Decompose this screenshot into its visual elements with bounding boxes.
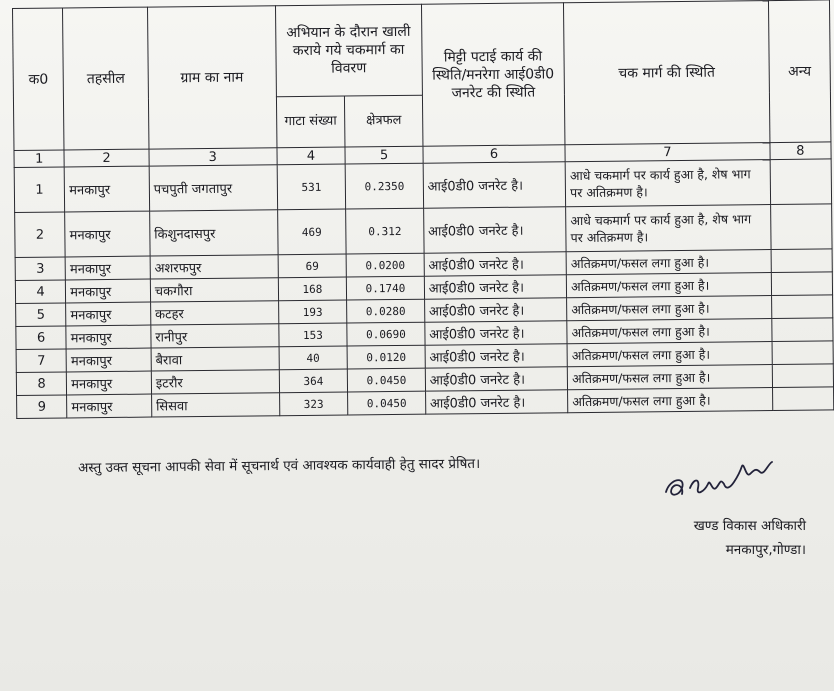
cell-serial: 6 [16, 326, 66, 350]
header-area: क्षेत्रफल [345, 95, 423, 147]
cell-gata: 193 [278, 300, 347, 324]
cell-gata: 531 [277, 164, 346, 210]
signature [660, 448, 780, 508]
header-village: ग्राम का नाम [147, 6, 276, 149]
cell-serial: 7 [16, 349, 66, 373]
cell-chak-status: आधे चकमार्ग पर कार्य हुआ है, शेष भाग पर अतिक्रमण है। [565, 160, 770, 207]
cell-area: 0.0120 [347, 345, 425, 369]
cell-serial: 1 [14, 167, 65, 213]
cell-tehsil: मनकापुर [64, 166, 149, 212]
cell-area: 0.312 [346, 208, 424, 254]
column-number: 8 [770, 142, 831, 160]
cell-village: चकगौरा [150, 278, 278, 302]
cell-area: 0.0690 [347, 322, 425, 346]
cell-other [772, 387, 834, 411]
cell-area: 0.0450 [348, 391, 426, 415]
cell-serial: 9 [17, 395, 67, 419]
cell-village: अशरफपुर [150, 255, 278, 279]
cell-tehsil: मनकापुर [66, 279, 151, 303]
chakmarg-status-table [12, 0, 834, 419]
cell-area: 0.0200 [346, 253, 424, 277]
cell-id-status: आई0डी0 जनरेट है। [424, 252, 567, 276]
cell-tehsil: मनकापुर [65, 211, 150, 257]
column-number: 3 [149, 148, 277, 166]
cell-chak-status: अतिक्रमण/फसल लगा हुआ है। [566, 273, 771, 298]
column-number: 5 [345, 146, 423, 164]
cell-id-status: आई0डी0 जनरेट है। [425, 321, 568, 345]
cell-id-status: आई0डी0 जनरेट है। [424, 275, 567, 299]
cell-serial: 5 [16, 303, 66, 327]
officer-block [606, 514, 806, 562]
cell-area: 0.1740 [347, 276, 425, 300]
column-number: 7 [565, 143, 770, 162]
cell-chak-status: अतिक्रमण/फसल लगा हुआ है। [566, 250, 771, 275]
officer-place: मनकापुर,गोण्डा। [725, 542, 806, 558]
cell-tehsil: मनकापुर [65, 256, 150, 280]
cell-village: पचपुती जगतापुर [149, 165, 277, 211]
header-chak-status: चक मार्ग की स्थिति [564, 1, 770, 145]
header-tehsil: तहसील [63, 7, 149, 150]
cell-id-status: आई0डी0 जनरेट है। [425, 390, 568, 414]
cell-chak-status: अतिक्रमण/फसल लगा हुआ है। [568, 388, 773, 413]
cell-other [770, 204, 832, 250]
cell-gata: 40 [279, 346, 348, 370]
cell-gata: 323 [279, 392, 348, 416]
header-serial: क0 [13, 8, 65, 151]
cell-serial: 8 [16, 372, 66, 396]
cell-chak-status: आधे चकमार्ग पर कार्य हुआ है, शेष भाग पर अतिक्रमण है। [566, 205, 771, 252]
cell-id-status: आई0डी0 जनरेट है। [425, 367, 568, 391]
cell-chak-status: अतिक्रमण/फसल लगा हुआ है। [567, 319, 772, 344]
cell-id-status: आई0डी0 जनरेट है। [423, 207, 566, 253]
cell-tehsil: मनकापुर [66, 302, 151, 326]
cell-tehsil: मनकापुर [67, 371, 152, 395]
cell-tehsil: मनकापुर [66, 348, 151, 372]
cell-other [771, 249, 833, 273]
cell-chak-status: अतिक्रमण/फसल लगा हुआ है। [567, 296, 772, 321]
cell-area: 0.0450 [348, 368, 426, 392]
column-number: 2 [64, 149, 149, 167]
cell-other [772, 364, 834, 388]
header-campaign: अभियान के दौरान खाली कराये गये चकमार्ग का विवरण [275, 4, 422, 97]
cell-village: बैरावा [151, 347, 279, 371]
cell-gata: 153 [278, 323, 347, 347]
header-gata: गाटा संख्या [276, 96, 345, 148]
cell-id-status: आई0डी0 जनरेट है। [423, 162, 566, 208]
cell-chak-status: अतिक्रमण/फसल लगा हुआ है। [567, 365, 772, 390]
cell-gata: 168 [278, 277, 347, 301]
cell-gata: 69 [278, 254, 347, 278]
cell-id-status: आई0डी0 जनरेट है। [424, 298, 567, 322]
column-number: 4 [277, 147, 346, 165]
cell-other [771, 272, 833, 296]
cell-village: रानीपुर [151, 324, 279, 348]
cell-chak-status: अतिक्रमण/फसल लगा हुआ है। [567, 342, 772, 367]
cell-village: इटरौर [151, 370, 279, 394]
header-soil-work: मिट्टी पटाई कार्य की स्थिति/मनरेगा आई0डी0 जनरेट की स्थिति [421, 3, 565, 146]
cell-serial: 4 [15, 280, 65, 304]
cell-village: सिसवा [151, 393, 279, 417]
cell-area: 0.2350 [346, 163, 424, 209]
cell-area: 0.0280 [347, 299, 425, 323]
header-other: अन्य [768, 0, 831, 143]
cell-serial: 3 [15, 257, 65, 281]
officer-title: खण्ड विकास अधिकारी [693, 518, 806, 534]
cell-other [772, 341, 834, 365]
cell-gata: 364 [279, 369, 348, 393]
cell-other [771, 295, 833, 319]
cell-gata: 469 [277, 209, 346, 255]
cell-tehsil: मनकापुर [67, 394, 152, 418]
cell-other [771, 318, 833, 342]
cell-village: कटहर [150, 301, 278, 325]
cell-serial: 2 [15, 212, 66, 258]
cell-id-status: आई0डी0 जनरेट है। [425, 344, 568, 368]
forwarding-note: अस्तु उक्त सूचना आपकी सेवा में सूचनार्थ एवं आवश्यक कार्यवाही हेतु सादर प्रेषित। [77, 455, 481, 477]
cell-other [770, 159, 832, 205]
column-number: 1 [14, 150, 64, 168]
cell-village: किशुनदासपुर [149, 210, 277, 256]
column-number: 6 [423, 145, 566, 163]
cell-tehsil: मनकापुर [66, 325, 151, 349]
